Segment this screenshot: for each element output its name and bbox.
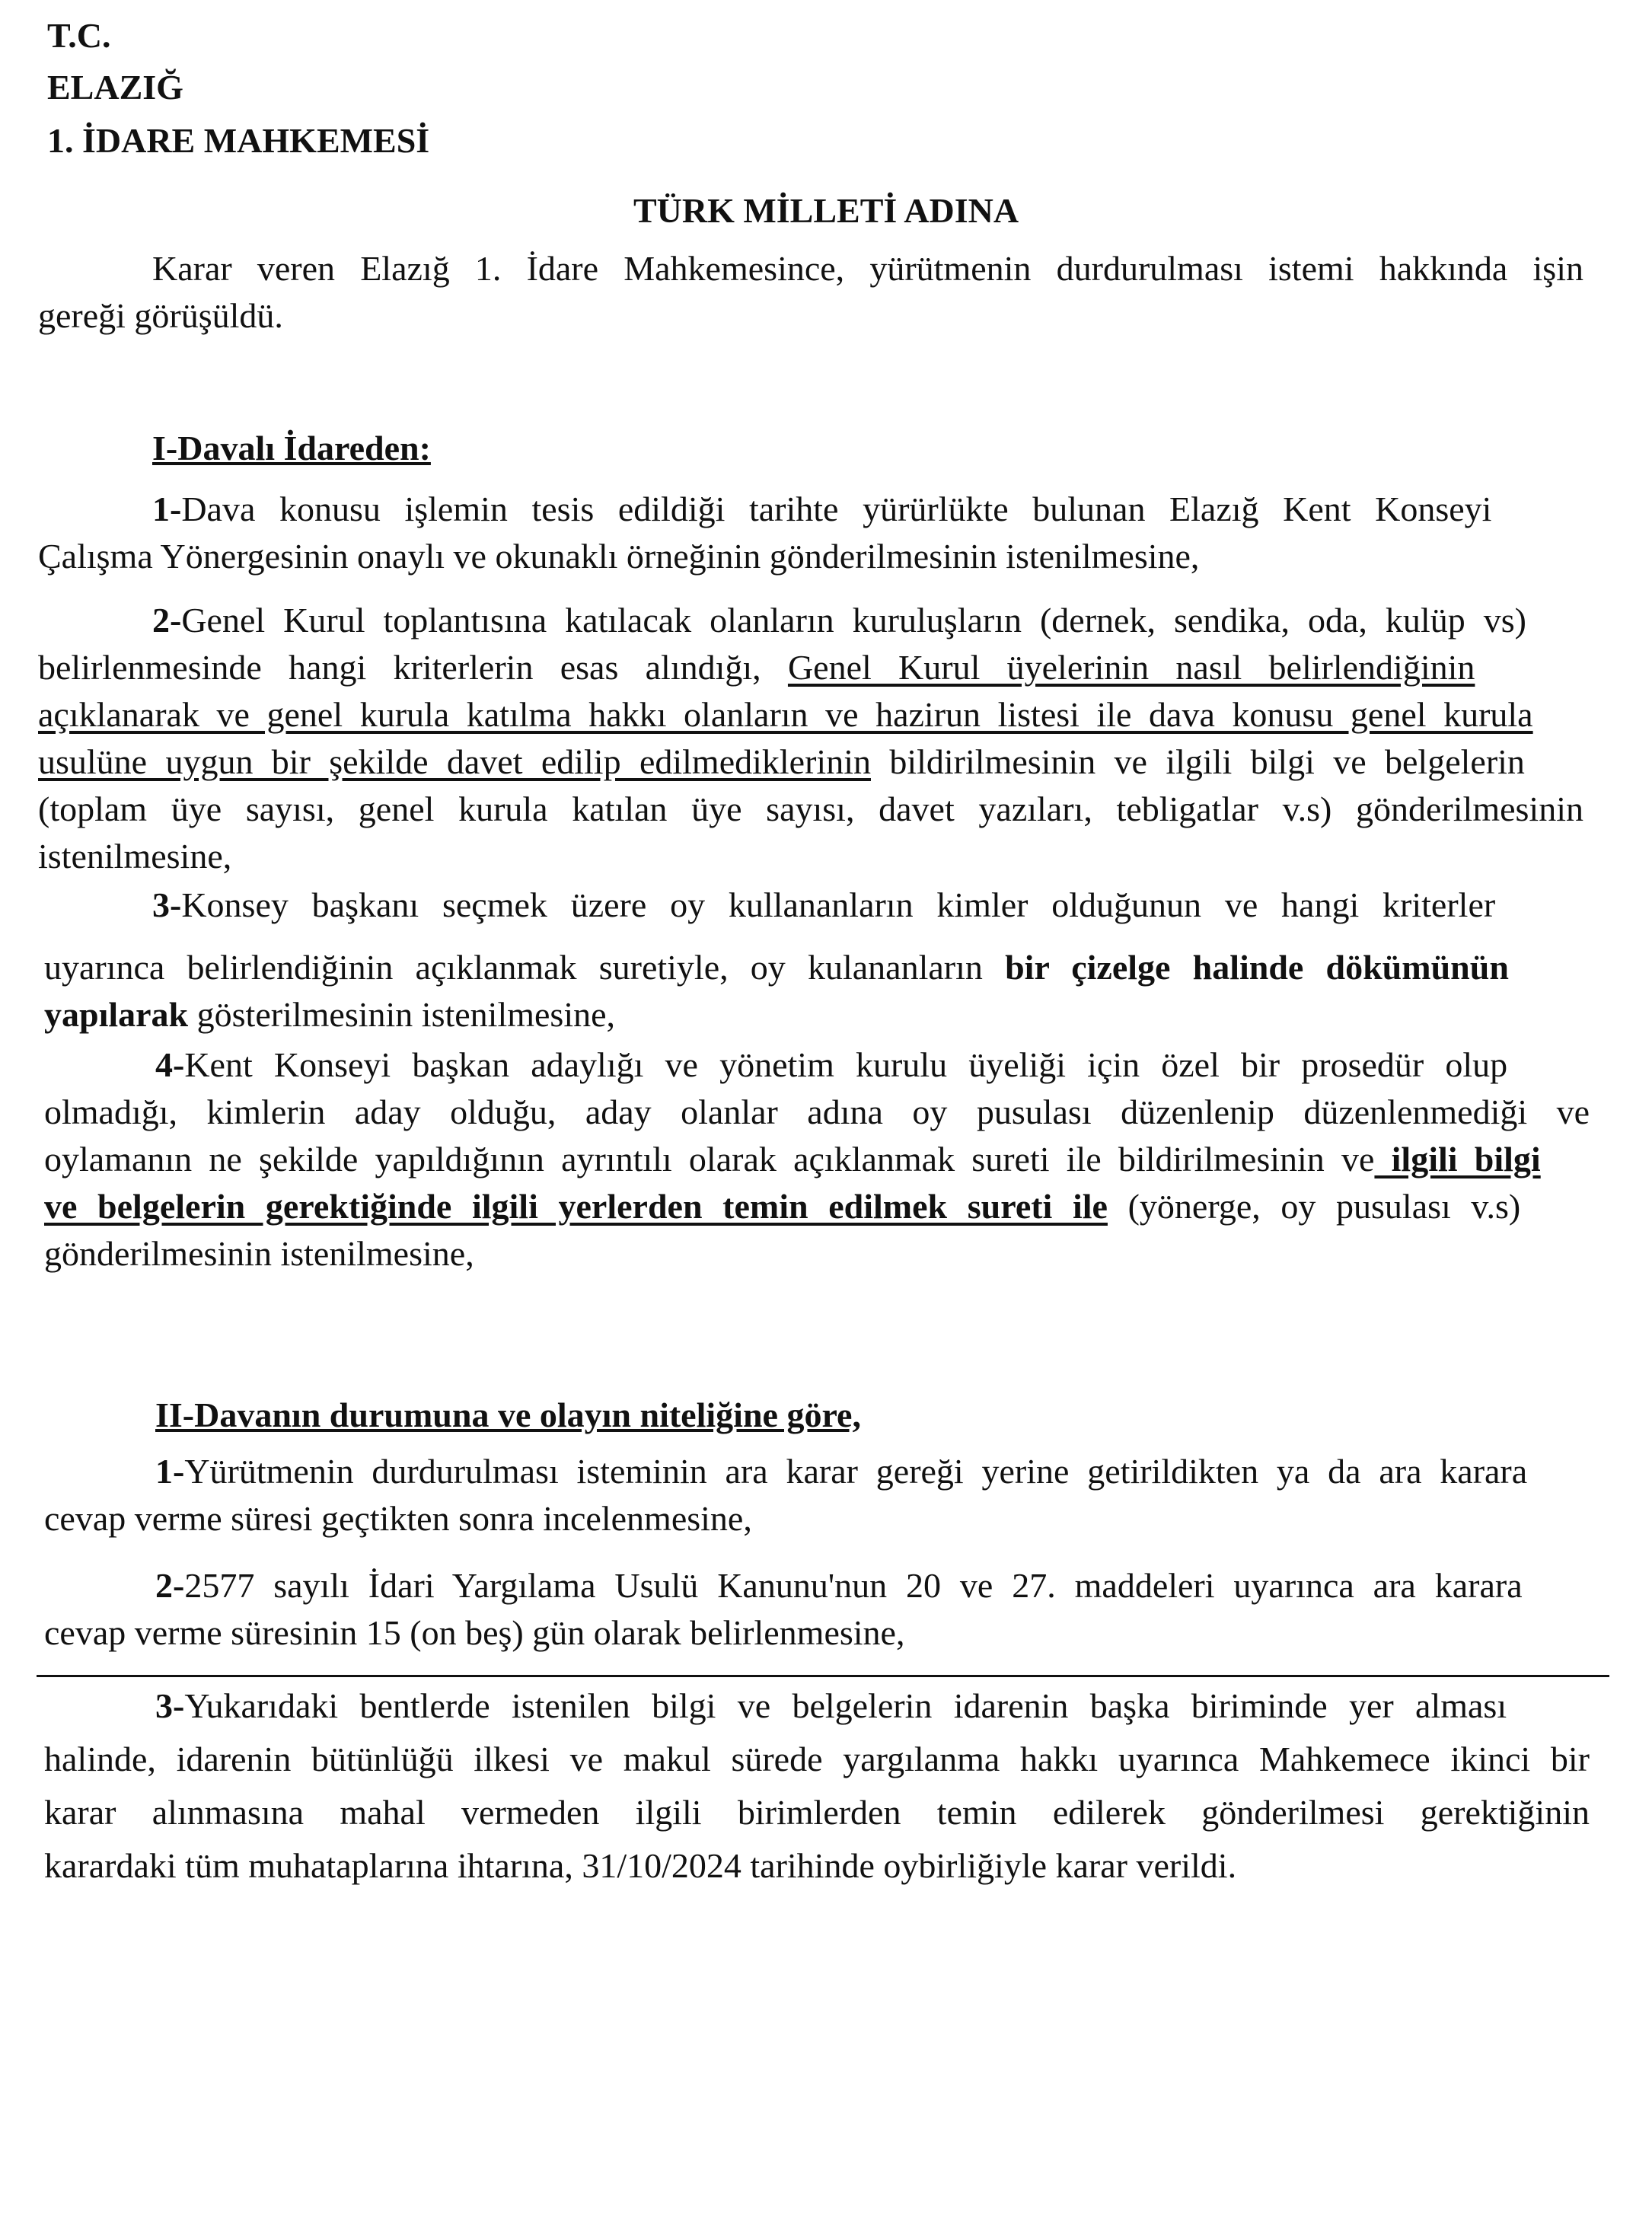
section-2-heading: II-Davanın durumuna ve olayın niteliğine göre,: [155, 1395, 861, 1434]
s1-item4-line5: gönderilmesinin istenilmesine,: [44, 1234, 474, 1273]
s1-item1-number: 1-: [152, 490, 182, 528]
header-city: ELAZIĞ: [47, 68, 183, 107]
s1-item2-l2-plain: belirlenmesinde hangi kriterlerin esas alındığı,: [38, 648, 788, 687]
s1-item4-line4: [44, 1183, 1590, 1230]
intro-line-1: Karar veren Elazığ 1. İdare Mahkemesince, yürütmenin durdurulması istemi hakkında işin: [152, 249, 1583, 288]
s1-item3-number: 3-: [152, 885, 182, 924]
s1-item2-number: 2-: [152, 601, 182, 639]
header-court: 1. İDARE MAHKEMESİ: [47, 121, 430, 160]
horizontal-rule: [37, 1675, 1609, 1677]
s2-item2-number: 2-: [155, 1566, 185, 1605]
s1-item2-line2: [38, 644, 1583, 691]
s1-item2-line6: istenilmesine,: [38, 837, 232, 875]
s1-item4-line2: olmadığı, kimlerin aday olduğu, aday olanlar adına oy pusulası düzenlenip düzenlenmediği ve: [44, 1092, 1590, 1131]
s2-item1-text: Yürütmenin durdurulması isteminin ara karar gereği yerine getirildikten ya da ara karara: [184, 1452, 1528, 1491]
s1-item2-l4-plain: bildirilmesinin ve ilgili bilgi ve belgelerin: [870, 742, 1525, 781]
s2-item3-line1: [155, 1682, 1583, 1730]
s2-item3-line2: halinde, idarenin bütünlüğü ilkesi ve makul sürede yargılanma hakkı uyarınca Mahkemece ikinci bir: [44, 1740, 1590, 1778]
s1-item3-l3-bold: yapılarak: [44, 995, 189, 1034]
section-1-heading: I-Davalı İdareden:: [152, 429, 431, 467]
s1-item2-line4: [38, 738, 1583, 786]
s2-item1-number: 1-: [155, 1452, 185, 1491]
s2-item3-text: Yukarıdaki bentlerde istenilen bilgi ve belgelerin idarenin başka biriminde yer alması: [184, 1686, 1507, 1725]
s2-item3-line4: karardaki tüm muhataplarına ihtarına, 31/10/2024 tarihinde oybirliğiyle karar verildi.: [44, 1846, 1237, 1885]
s1-item4-l3-bold-underlined: ilgili bilgi: [1374, 1140, 1541, 1178]
s2-item2-line1: [155, 1562, 1583, 1609]
s1-item2-line3: [38, 691, 1583, 738]
s1-item2-text: Genel Kurul toplantısına katılacak olanların kuruluşların (dernek, sendika, oda, kulüp vs): [181, 601, 1526, 639]
intro-line-2: gereği görüşüldü.: [38, 296, 283, 335]
s1-item3-l2-bold: bir çizelge halinde dökümünün: [1005, 948, 1509, 987]
s1-item3-line2: [44, 944, 1590, 991]
s1-item3-line3: [44, 991, 1590, 1038]
s2-item1-line1: [155, 1448, 1583, 1495]
s1-item4-line1: [155, 1041, 1583, 1089]
s1-item2-l2-underlined: Genel Kurul üyelerinin nasıl belirlendiğinin: [787, 648, 1475, 687]
s1-item2-line5: (toplam üye sayısı, genel kurula katılan üye sayısı, davet yazıları, tebligatlar v.s) gönderilmesinin: [38, 789, 1583, 828]
s2-item3-number: 3-: [155, 1686, 185, 1725]
s1-item3-l2-plain: uyarınca belirlendiğinin açıklanmak suretiyle, oy kulananların: [44, 948, 1006, 987]
s1-item2-l3-underlined: açıklanarak ve genel kurula katılma hakkı olanların ve hazirun listesi ile dava konusu genel kurula: [38, 695, 1533, 734]
s1-item4-line3: [44, 1136, 1590, 1183]
s1-item3-l3-plain: gösterilmesinin istenilmesine,: [188, 995, 616, 1034]
s1-item3-text: Konsey başkanı seçmek üzere oy kullananların kimler olduğunun ve hangi kriterler: [181, 885, 1496, 924]
s1-item2-line1: [152, 597, 1583, 644]
s2-item2-line2: cevap verme süresinin 15 (on beş) gün olarak belirlenmesine,: [44, 1613, 905, 1652]
s1-item4-number: 4-: [155, 1045, 185, 1084]
s1-item4-l4-plain: (yönerge, oy pusulası v.s): [1107, 1187, 1521, 1226]
s1-item1-text: Dava konusu işlemin tesis edildiği tarihte yürürlükte bulunan Elazığ Kent Konseyi: [181, 490, 1492, 528]
header-tc: T.C.: [47, 16, 111, 55]
s2-item1-line2: cevap verme süresi geçtikten sonra incelenmesine,: [44, 1499, 752, 1538]
s1-item1-line1: [152, 486, 1583, 533]
s2-item3-line3: karar alınmasına mahal vermeden ilgili birimlerden temin edilerek gönderilmesi gerektiğinin: [44, 1793, 1590, 1832]
s1-item2-l4-underlined: usulüne uygun bir şekilde davet edilip edilmediklerinin: [38, 742, 871, 781]
s1-item4-l3-plain: oylamanın ne şekilde yapıldığının ayrıntılı olarak açıklanmak sureti ile bildirilmesinin ve: [44, 1140, 1375, 1178]
document-title: TÜRK MİLLETİ ADINA: [633, 191, 1019, 230]
s1-item4-text: Kent Konseyi başkan adaylığı ve yönetim kurulu üyeliği için özel bir prosedür olup: [184, 1045, 1508, 1084]
s1-item1-line2: Çalışma Yönergesinin onaylı ve okunaklı örneğinin gönderilmesinin istenilmesine,: [38, 537, 1200, 576]
s1-item3-line1: [152, 882, 1583, 929]
s1-item4-l4-bold-underlined: ve belgelerin gerektiğinde ilgili yerlerden temin edilmek sureti ile: [44, 1187, 1108, 1226]
s2-item2-text: 2577 sayılı İdari Yargılama Usulü Kanunu'nun 20 ve 27. maddeleri uyarınca ara karara: [184, 1566, 1523, 1605]
